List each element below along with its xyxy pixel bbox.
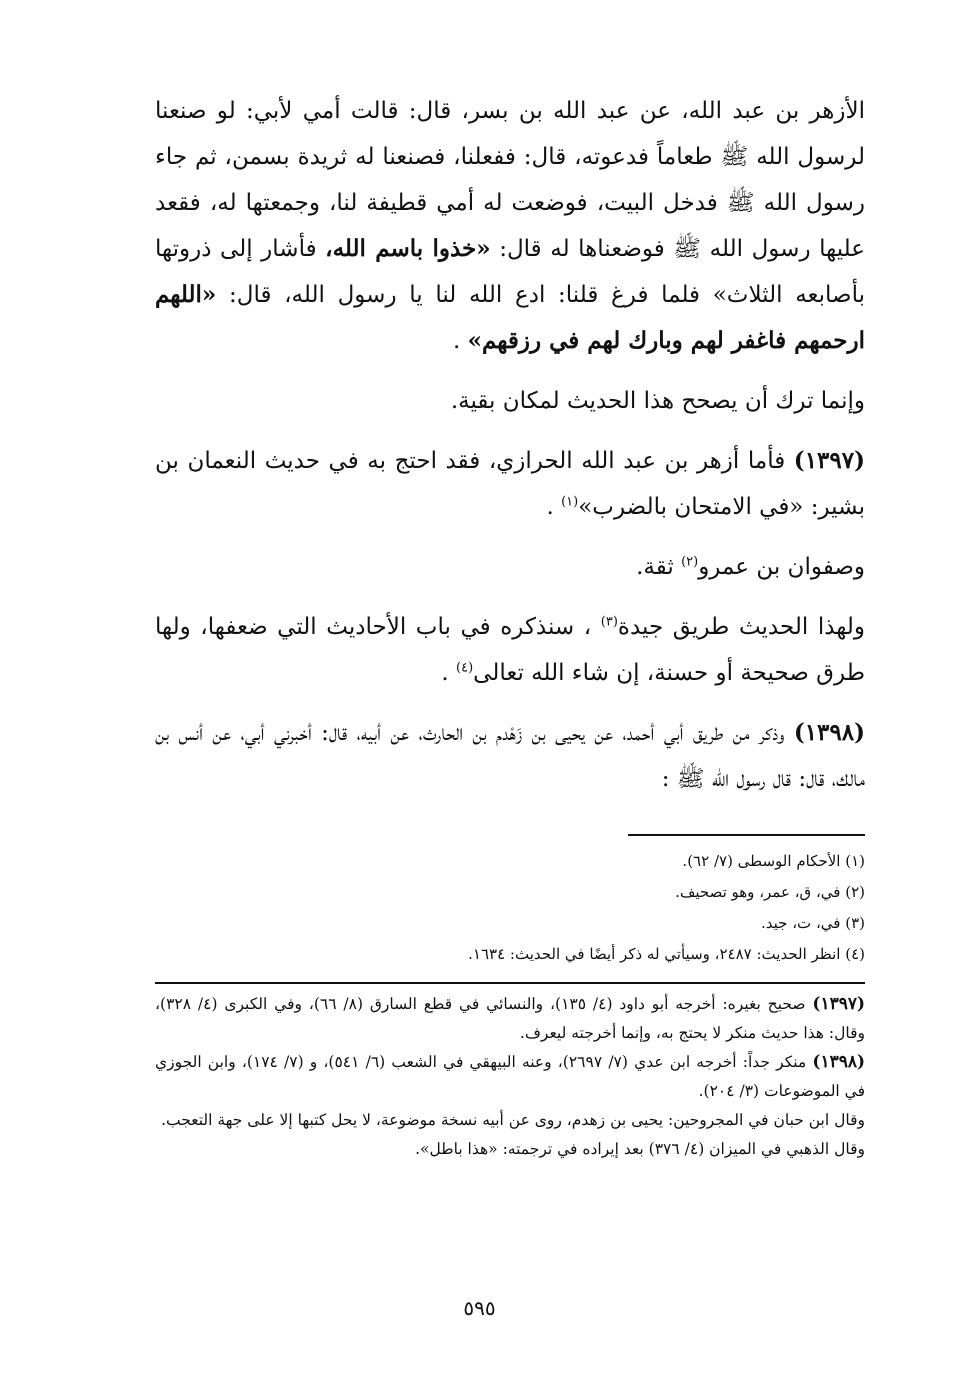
hadith-number-1397: (١٣٩٧)	[793, 447, 865, 474]
hadith-narration-continued: فأشار إلى ذروتها بأصابعه الثلاث» فلما فرغ قلنا: ادع الله لنا يا رسول الله، قال:	[155, 236, 865, 308]
paragraph-safwan	[155, 544, 865, 590]
hadith-number-1398: (١٣٩٨)	[793, 719, 866, 746]
footnote-divider	[628, 834, 865, 836]
paragraph-hadith-text	[155, 88, 865, 364]
footnote-ref-2[interactable]: (٢)	[681, 554, 699, 570]
commentary-number-1398: (١٣٩٨)	[812, 1052, 866, 1072]
commentary	[155, 990, 865, 1164]
paragraph-1398	[155, 710, 865, 802]
footnote-4: (٤) انظر الحديث: ٢٤٨٧، وسيأتي له ذكر أيضًا في الحديث: ١٦٣٤.	[468, 945, 865, 963]
footnote-ref-4[interactable]: (٤)	[456, 660, 474, 676]
footnote-1: (١) الأحكام الوسطى (٧/ ٦٢).	[682, 852, 865, 870]
commentary-1398	[155, 1048, 865, 1106]
paragraph-1397-text: فأما أزهر بن عبد الله الحرازي، فقد احتج به في حديث النعمان بن بشير: «في الامتحان بالضرب»	[155, 448, 865, 520]
paragraph-tariq-end: .	[441, 660, 449, 686]
footnote-3: (٣) في، ت، جيد.	[761, 914, 865, 932]
comment-text: وإنما ترك أن يصحح هذا الحديث لمكان بقية.	[450, 388, 865, 414]
paragraph-tariq-text1: ولهذا الحديث طريق جيدة	[617, 614, 866, 640]
commentary-1397-text: صحيح بغيره: أخرجه أبو داود (٤/ ١٣٥)، والنسائي في قطع السارق (٨/ ٦٦)، وفي الكبرى (٤/ ٣٢٨)، وقال: هذا حديث منكر لا يحتج به، وإنما أخرجته ليعرف.	[155, 995, 865, 1042]
hadith-end: .	[452, 328, 461, 354]
commentary-1397	[155, 990, 865, 1048]
paragraph-safwan-end: ثقة.	[636, 554, 674, 580]
paragraph-safwan-text: وصفوان بن عمرو	[698, 554, 865, 580]
footnote-2: (٢) في، ق، عمر، وهو تصحيف.	[675, 883, 865, 901]
commentary-ibn-hibban: وقال ابن حبان في المجروحين: يحيى بن زهدم، روى عن أبيه نسخة موضوعة، لا يحل كتبها إلا على جهة التعجب.	[161, 1111, 865, 1129]
paragraph-1397-end: .	[546, 494, 554, 520]
paragraph-comment	[155, 378, 865, 424]
paragraph-tariq	[155, 604, 865, 696]
hadith-quote-dua: «اللهم ارحمهم فاغفر لهم وبارك لهم في رزقهم»	[155, 281, 865, 354]
commentary-divider	[155, 982, 865, 984]
commentary-dhahabi: وقال الذهبي في الميزان (٤/ ٣٧٦) بعد إيراده في ترجمته: «هذا باطل».	[415, 1140, 865, 1158]
page-number: ٥٩٥	[463, 1296, 496, 1320]
footnote-ref-3[interactable]: (٣)	[600, 614, 618, 630]
hadith-quote-bismillah: «خذوا باسم الله،	[325, 235, 491, 262]
paragraph-1397	[155, 438, 865, 530]
footnotes	[155, 846, 865, 970]
commentary-number-1397: (١٣٩٧)	[812, 994, 866, 1014]
footnote-ref-1[interactable]: (١)	[561, 494, 579, 510]
paragraph-1398-text: وذكر من طريق أبي أحمد، عن يحيى بن زَهْدم بن الحارث، عن أبيه، قال: أخبرني أبي، عن أنس بن مالك، قال: قال رسول الله ﷺ :	[155, 720, 865, 792]
paragraph-tariq-text2: ، سنذكره في باب الأحاديث التي ضعفها، ولها طرق صحيحة أو حسنة، إن شاء الله تعالى	[155, 614, 865, 686]
main-text	[155, 88, 865, 802]
hadith-narration: الأزهر بن عبد الله، عن عبد الله بن بسر، قال: قالت أمي لأبي: لو صنعنا لرسول الله ﷺ طعاماً فدعوته، قال: ففعلنا، فصنعنا له ثريدة بسمن، ثم جاء رسول الله ﷺ فدخل البيت، فوضعت له أمي قطيفة لنا، وجمعتها له، فقعد عليها رسول الله ﷺ فوضعناها له قال:	[155, 98, 866, 262]
commentary-1398-text: منكر جداً: أخرجه ابن عدي (٧/ ٢٦٩٧)، وعنه البيهقي في الشعب (٦/ ٥٤١)، و (٧/ ١٧٤)، وابن الجوزي في الموضوعات (٣/ ٢٠٤).	[155, 1053, 865, 1100]
